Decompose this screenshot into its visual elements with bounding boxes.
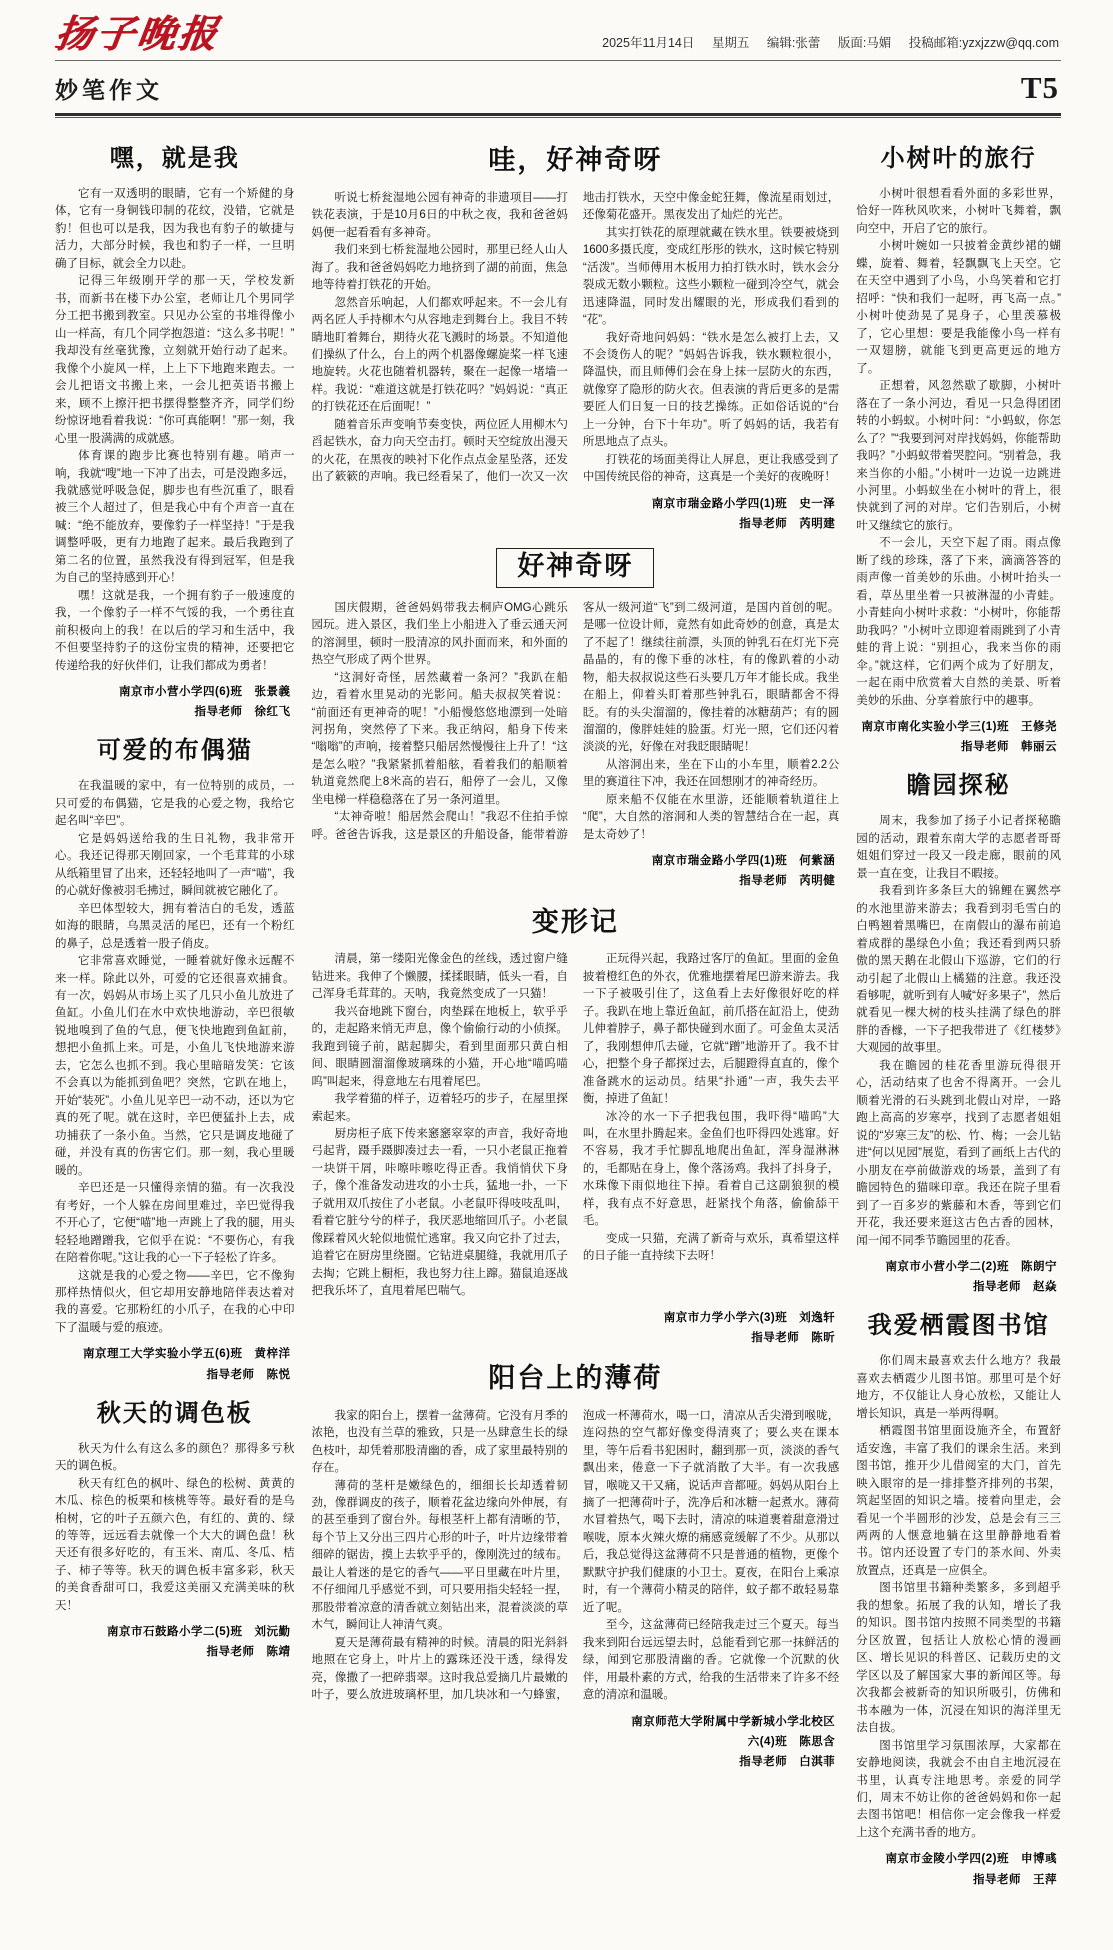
story-paragraph: 清晨，第一缕阳光像金色的丝线，透过窗户缝钻进来。我伸了个懒腰，揉揉眼睛，低头一看，自己浑身毛茸茸的。天呐，我竟然变成了一只猫！ bbox=[311, 953, 568, 1001]
story-byline bbox=[55, 1344, 291, 1384]
story-paragraph: 正玩得兴起，我路过客厅的鱼缸。里面的金鱼披着橙红色的外衣，优雅地摆着尾巴游来游去。我一下子被吸引住了，这鱼看上去好像很好吃的样子。我趴在地上靠近鱼缸，前爪搭在缸沿上，使劲儿伸着脖子，鼻子都快碰到水面了。可金鱼太灵活了，我刚想伸爪去碰，它就“蹭”地游开了。我不甘心，把整个身子都探过去，后腿蹬得直直的，像个准备跳水的运动员。结果“扑通”一声，我失去平衡，掉进了鱼缸！ bbox=[582, 953, 840, 1106]
story-paragraph: 夏天是薄荷最有精神的时候。清晨的阳光斜斜地照在它身上，叶片上的露珠还没干透，绿得发亮，像撒了一把碎翡翠。这时我总爱摘几片最嫩的叶子，要么放进玻璃杯里，加几块冰和一勺蜂蜜，泡成一杯薄荷水，喝一口，清凉从舌尖滑到喉咙，连闷热的空气都好像变得清爽了；要么夹在课本里，等午后看书犯困时，翻到那一页，淡淡的香气飘出来，倦意一下子就消散了大半。有一次我感冒，喉咙又干又痛，说话声音都哑。妈妈从阳台上摘了一把薄荷叶子，洗净后和冰糖一起煮水。薄荷水冒着热气，喝下去时，清凉的味道裹着甜意滑过喉咙，原本火辣火燎的痛感竟缓解了不少。从那以后，我总觉得这盆薄荷不只是普通的植物，更像个默默守护我们健康的小卫士。夏夜，在阳台上乘凉时，有一个薄荷小精灵的陪伴，蚊子都不敢轻易靠近了呢。 bbox=[311, 1409, 840, 1702]
story-body bbox=[55, 1441, 295, 1616]
story-paragraph: 小树叶很想看看外面的多彩世界，恰好一阵秋风吹来，小树叶飞舞着，飘向空中，开启了它的旅行。 bbox=[856, 188, 1061, 235]
weekday-text: 星期五 bbox=[711, 36, 750, 50]
story-paragraph: 这就是我的心爱之物——辛巴，它不像狗那样热情似火，但它却用安静地陪伴表达着对我的喜爱。它那粉红的小爪子，在我的心中印下了温暖与爱的痕迹。 bbox=[55, 1269, 295, 1334]
page-content bbox=[55, 134, 1061, 1904]
story-hey-its-me bbox=[55, 144, 295, 722]
story-paragraph: 嘿！这就是我，一个拥有豹子一般速度的我，一个像豹子一样不气馁的我，一个勇往直前积极向上的我！在以后的学习和生活中，我不但要坚持豹子的这份宝贵的精神，还要把它传递给我的好伙伴们，让我们都成为勇者！ bbox=[55, 589, 295, 672]
story-title bbox=[312, 906, 840, 940]
byline-line: 指导老师 赵焱 bbox=[973, 1281, 1057, 1294]
story-title-text: 小树叶的旅行 bbox=[880, 145, 1037, 172]
story-title-text: 秋天的调色板 bbox=[96, 1399, 253, 1427]
story-paragraph: 薄荷的茎杆是嫩绿色的，细细长长却透着韧劲，像群调皮的孩子，顺着花盆边缘向外伸展，有的甚至垂到了窗台外。每根茎杆上都有清晰的节，每个节上又分出三四片心形的叶子，叶片边缘带着细碎的锯齿，摸上去软乎乎的，像刚洗过的绒布。最让人着迷的是它的香气——平日里藏在叶片里，不仔细闻几乎感觉不到，可只要用指尖轻轻一捏，那股带着凉意的清香就立刻钻出来，混着淡淡的草木气，瞬间让人神清气爽。 bbox=[311, 1479, 568, 1632]
story-body bbox=[55, 778, 295, 1337]
byline-line: 南京市南化实验小学三(1)班 王修尧 bbox=[861, 721, 1057, 734]
story-title bbox=[55, 736, 295, 766]
story-title-text: 嘿，就是我 bbox=[109, 145, 240, 172]
story-title-text: 可爱的布偶猫 bbox=[96, 737, 253, 765]
section-rule bbox=[55, 113, 1061, 118]
story-paragraph: 体育课的跑步比赛也特别有趣。哨声一响，我就“嗖”地一下冲了出去，可是没跑多远，我就感觉呼吸急促，脚步也有些沉重了，眼看被三个人超过了，但是我心中有个声音一直在喊：“绝不能放弃，要像豹子一样坚持！”于是我调整呼吸，更有力地跑了起来。最后我跑到了第二名的位置，虽然我没有得到冠军，但是我为自己的坚持感到开心！ bbox=[55, 450, 295, 585]
story-wow-amazing bbox=[312, 144, 840, 534]
byline-line: 南京市力学小学六(3)班 刘逸轩 bbox=[663, 1311, 836, 1324]
story-body bbox=[856, 186, 1061, 710]
story-paragraph: 它是妈妈送给我的生日礼物，我非常开心。我还记得那天刚回家，一个毛茸茸的小球从纸箱里冒了出来，还轻轻地叫了一声“喵”，我的心就好像被羽毛拂过，瞬间就被它融化了。 bbox=[55, 832, 295, 898]
story-body bbox=[856, 813, 1061, 1250]
story-qixia-library bbox=[856, 1311, 1061, 1889]
story-metamorphosis bbox=[312, 906, 840, 1348]
column-middle bbox=[312, 134, 840, 1786]
newspaper-logo: 扬子晚报 bbox=[52, 14, 222, 56]
story-body bbox=[55, 186, 295, 675]
story-title-text: 好神奇呀 bbox=[496, 548, 654, 588]
story-paragraph: 小树叶婉如一只披着金黄纱裙的蝴蝶，旋着、舞着，轻飘飘飞上天空。它在天空中遇到了小鸟，小鸟笑着和它打招呼：“快和我们一起呀，再飞高一点。”小树叶使劲晃了晃身子，心里羡慕极了，它心里想：要是我能像小鸟一样有一双翅膀，就能飞到更高更远的地方了。 bbox=[856, 240, 1061, 375]
story-body bbox=[312, 1408, 840, 1705]
story-paragraph: 记得三年级刚开学的那一天，学校发新书，而新书在楼下办公室，老师让几个男同学分工把书搬到教室。只见办公室的书堆得像小山一样高，有几个同学抱怨道：“这么多书呢！”我却没有丝毫犹豫，立刻就开始行动了起来。我像个小旋风一样，上上下下地跑来跑去。一会儿把语文书搬上来，一会儿把英语书搬上来，顾不上擦汗把书摆得整整齐齐，同学们纷纷惊讶地看着我说：“你可真能啊！”那一刻，我心里一股满满的成就感。 bbox=[55, 275, 295, 445]
story-title-text: 瞻园探秘 bbox=[906, 772, 1011, 800]
date-text: 2025年11月14日 bbox=[602, 36, 695, 50]
story-paragraph: 它有一双透明的眼睛，它有一个矫健的身体，它有一身铜钱印制的花纹，没错，它就是豹！但也可以是我，因为我也有豹子的敏捷与活力，大部分时候，我也和豹子一样，一旦明确了目标，就会全力以赴。 bbox=[55, 188, 295, 270]
story-paragraph: 打铁花的场面美得让人屏息，更让我感受到了中国传统民俗的神奇，这真是一个美好的夜晚呀！ bbox=[582, 453, 840, 484]
story-title bbox=[312, 548, 840, 588]
story-byline bbox=[312, 851, 836, 891]
story-byline bbox=[856, 1257, 1057, 1297]
column-right bbox=[856, 134, 1061, 1904]
story-byline bbox=[312, 1308, 836, 1348]
story-paragraph: 变成一只猫，充满了新奇与欢乐，真希望这样的日子能一直持续下去呀！ bbox=[582, 1232, 840, 1263]
story-paragraph: 你们周末最喜欢去什么地方？我最喜欢去栖霞少儿图书馆。那里可是个好地方，不仅能让人身心放松，又能让人增长知识，真是一举两得啊。 bbox=[856, 1355, 1061, 1420]
byline-line: 指导老师 王萍 bbox=[973, 1873, 1057, 1886]
byline-line: 指导老师 陈昕 bbox=[751, 1331, 836, 1344]
story-paragraph: 原来船不仅能在水里游，还能顺着轨道往上“爬”，大自然的溶洞和人类的智慧结合在一起，真是太奇妙了！ bbox=[582, 793, 840, 841]
story-title-text: 阳台上的薄荷 bbox=[488, 1362, 663, 1393]
byline-line: 指导老师 徐红飞 bbox=[194, 706, 291, 719]
story-paragraph: 栖霞图书馆里面设施齐全，布置舒适安逸，丰富了我们的课余生活。来到图书馆，推开少儿借阅室的大门，首先映入眼帘的是一排排整齐排列的书架，筑起坚固的知识之墙。接着向里走，会看见一个半圆形的沙发，总是会有三三两两的人惬意地躺在这里静静地看着书。馆内还设置了专门的茶水间、外卖放置点，还真是一应俱全。 bbox=[856, 1425, 1061, 1577]
story-paragraph: “太神奇啦！船居然会爬山！”我忍不住拍手惊呼。爸爸告诉我，这是景区的升船设备，能带着游客从一级河道“飞”到二级河道，是国内首创的呢。是哪一位设计师，竟然有如此奇妙的创意，真是太了不起了！继续往前漂，头顶的钟乳石在灯光下亮晶晶的，有的像下垂的冰柱，有的像趴着的小动物，船夫叔叔说这些石头要几万年才能长成。我坐在船上，仰着头盯着那些钟乳石，眼睛都舍不得眨。有的头尖溜溜的，像挂着的冰糖葫芦；有的圆溜溜的，像胖娃娃的脸蛋。灯光一照，它们还闪着淡淡的光，好像在对我眨眼睛呢！ bbox=[311, 601, 840, 841]
byline-line: 指导老师 陈靖 bbox=[206, 1646, 291, 1659]
story-paragraph: “这洞好奇怪，居然藏着一条河？”我趴在船边，看着水里晃动的光影问。船夫叔叔笑着说：“前面还有更神奇的呢！”小船慢悠悠地漂到一处暗河拐角，突然停了下来。我正纳闷，船身下传来“嗡嗡”的声响，接着整只船居然慢慢往上升了！“这是怎么啦？”我紧紧抓着船舷，看着我们的船顺着轨道竟然爬上8米高的岩石，船停了一会儿，又像坐电梯一样稳稳落在了另一条河道里。 bbox=[311, 671, 568, 806]
story-body bbox=[312, 600, 840, 845]
story-zhanyuan-exploration bbox=[856, 771, 1061, 1297]
masthead bbox=[52, 8, 1061, 118]
story-byline bbox=[312, 1712, 836, 1772]
story-paragraph: 辛巴还是一只懂得亲情的猫。有一次我没有考好，一个人躲在房间里难过，辛巴觉得我不开心了，它便“喵”地一声跳上了我的腿，用头轻轻地蹭蹭我，它似乎在说：“不要伤心，有我在陪着你呢。”这让我的心一下子轻松了许多。 bbox=[55, 1182, 295, 1265]
story-paragraph: 它非常喜欢睡觉，一睡着就好像永远醒不来一样。除此以外，可爱的它还很喜欢捕食。有一次，妈妈从市场上买了几只小鱼儿放进了鱼缸。小鱼儿们在水中欢快地游动，辛巴很敏锐地嗅到了鱼的气息，便飞快地跑到鱼缸前，想把小鱼抓上来。可是，小鱼儿飞快地游来游去，它怎么也抓不到。我心里暗暗发笑：它该不会真以为能抓到鱼吧？突然，它趴在地上，开始“装死”。小鱼儿见辛巴一动不动，还以为它真的死了呢。就在这时，辛巴便猛扑上去，成功捕获了一条小鱼。当然，它只是调皮地碰了碰，并没有真的伤害它们。那一刻，我心里暖暖的。 bbox=[55, 955, 295, 1177]
editor-credit: 编辑:张蕾 bbox=[766, 36, 821, 50]
byline-line: 指导老师 陈悦 bbox=[206, 1368, 291, 1381]
column-left bbox=[55, 134, 295, 1677]
byline-line: 南京市小营小学四(6)班 张景義 bbox=[118, 686, 291, 699]
story-paragraph: 秋天为什么有这么多的颜色？那得多亏秋天的调色板。 bbox=[55, 1442, 295, 1473]
story-title-text: 变形记 bbox=[531, 906, 619, 937]
story-paragraph: 冰冷的水一下子把我包围，我吓得“喵呜”大叫，在水里扑腾起来。金鱼们也吓得四处逃窜。好不容易，我才手忙脚乱地爬出鱼缸，浑身湿淋淋的，毛都贴在身上，像个落汤鸡。我抖了抖身子，水珠像下雨似地往下掉。看着自己这副狼狈的模样，我有点不好意思，赶紧找个角落，偷偷舔干毛。 bbox=[582, 1110, 840, 1228]
story-paragraph: 忽然音乐响起，人们都欢呼起来。不一会儿有两名匠人手持柳木勺从容地走到舞台上。我目不转睛地盯着舞台，期待火花飞溅时的场景。不知道他们操纵了什么，台上的两个机器像螺旋桨一样飞速地旋转。火花也随着机器转，聚在一起像一堵墙一样。我说：“难道这就是打铁花吗？”妈妈说：“真正的打铁花还在后面呢！” bbox=[311, 296, 568, 414]
story-paragraph: 其实打铁花的原理就藏在铁水里。铁要被烧到1600多摄氏度，变成红彤彤的铁水，这时候它特别“活泼”。当师傅用木板用力拍打铁水时，铁水会分裂成无数小颗粒。这些小颗粒一碰到冷空气，就会迅速降温，同时发出耀眼的光，形成我们看到的“花”。 bbox=[582, 226, 840, 327]
byline-line: 南京市金陵小学四(2)班 申博彧 bbox=[885, 1853, 1057, 1866]
byline-line: 指导老师 韩丽云 bbox=[961, 741, 1057, 754]
byline-line: 南京市瑞金路小学四(1)班 何紫涵 bbox=[651, 855, 836, 868]
story-paragraph: 我在瞻园的桂花香里游玩得很开心，活动结束了也舍不得离开。一会儿顺着光滑的石头跳到北假山对岸，一路跑上高高的岁寒亭，找到了志愿者姐姐说的“岁寒三友”的松、竹、梅；一会儿钻进“何以见园”展览，看到了画纸上古代的小朋友在亭前做游戏的场景，盖到了有瞻园特色的猫咪印章。我还在院子里看到了一百多岁的紫藤和木香，等到它们开花，我还要来逛这古色古香的园林，闻一闻不同季节瞻园里的花香。 bbox=[856, 1059, 1061, 1247]
story-title bbox=[856, 144, 1061, 174]
section-row bbox=[55, 61, 1061, 113]
story-title bbox=[312, 1362, 840, 1396]
story-paragraph: 在我温暖的家中，有一位特别的成员，一只可爱的布偶猫，它是我的心爱之物，我给它起名叫“辛巴”。 bbox=[55, 780, 295, 828]
byline-line: 六(4)班 陈思含 bbox=[747, 1735, 836, 1748]
story-paragraph: 秋天有红色的枫叶、绿色的松树、黄黄的木瓜、棕色的板栗和核桃等等。最好看的是乌桕树，它的叶子五颜六色，有红的、黄的、绿的等等，远远看去就像一个大大的调色盘！秋天还有很多好吃的，有玉米、南瓜、冬瓜、桔子、柿子等等。秋天的调色板丰富多彩，秋天的美食香甜可口，我爱这美丽又充满美味的秋天！ bbox=[55, 1477, 295, 1612]
byline-line: 南京市小营小学二(2)班 陈朗宁 bbox=[885, 1261, 1057, 1274]
story-byline bbox=[856, 1849, 1057, 1889]
story-paragraph: 我看到许多条巨大的锦鲤在翼然亭的水池里游来游去；我看到羽毛雪白的白鸭翘着黑嘴巴，在南假山的瀑布前追着成群的墨绿色小鱼；我还看到两只骄傲的黑天鹅在北假山下巡游，它们的行动引起了北假山上橘猫的注意。我还没看够呢，就听到有人喊“好多果子”，然后就看见一棵大树的枝头挂满了绿色的胖胖的香橼，一下子把我带进了《红楼梦》大观园的故事里。 bbox=[856, 885, 1061, 1055]
dateline bbox=[588, 33, 1059, 54]
story-leaf-journey bbox=[856, 144, 1061, 757]
story-paragraph: 我兴奋地跳下窗台，肉垫踩在地板上，软乎乎的，走起路来悄无声息，像个偷偷行动的小侦探。我跑到镜子前，踮起脚尖，看到里面那只黄白相间、眼睛圆溜溜像玻璃珠的小猫，开心地“喵呜喵呜”叫起来，得意地左右甩着尾巴。 bbox=[311, 1005, 568, 1088]
byline-line: 指导老师 芮明建 bbox=[739, 517, 836, 530]
story-paragraph: 我好奇地问妈妈：“铁水是怎么被打上去，又不会烫伤人的呢？”妈妈告诉我，铁水颗粒很小，降温快，而且师傅们会在身上抹一层防火的东西，就像穿了隐形的防火衣。但表演的背后更多的是需要匠人们日复一日的技艺操练。正如俗话说的“台上一分钟，台下十年功”。听了妈妈的话，我若有所思地点了点头。 bbox=[582, 331, 840, 449]
story-paragraph: 国庆假期，爸爸妈妈带我去桐庐OMG心跳乐园玩。进入景区，我们坐上小船进入了垂云通天河的溶洞里，顿时一股清凉的风扑面而来，和外面的热空气形成了两个世界。 bbox=[311, 601, 568, 667]
story-byline bbox=[55, 682, 291, 722]
story-title-text: 我爱栖霞图书馆 bbox=[867, 1312, 1050, 1340]
story-paragraph: 我们来到七桥瓮湿地公园时，那里已经人山人海了。我和爸爸妈妈吃力地挤到了湖的前面，焦急地等待着打铁花的开始。 bbox=[311, 244, 568, 292]
story-paragraph: 辛巴体型较大，拥有着洁白的毛发，透蓝如海的眼睛，乌黑灵活的尾巴，还有一个粉红的鼻子，总是透着一股子俏皮。 bbox=[55, 902, 295, 950]
story-title bbox=[55, 1399, 295, 1429]
section-title: 妙笔作文 bbox=[55, 76, 163, 103]
byline-line: 南京师范大学附属中学新城小学北校区 bbox=[631, 1715, 836, 1728]
story-title-text: 哇，好神奇呀 bbox=[488, 145, 663, 175]
story-byline bbox=[55, 1622, 291, 1662]
story-paragraph: 至今，这盆薄荷已经陪我走过三个夏天。每当我来到阳台远远望去时，总能看到它那一抹鲜活的绿，闻到它那股清幽的香。它就像一个沉默的伙伴，用最朴素的方式，给我的生活带来了许多不经意的清凉和温暖。 bbox=[582, 1619, 840, 1702]
byline-line: 南京市石鼓路小学二(5)班 刘沅勤 bbox=[106, 1626, 291, 1639]
story-paragraph: 厨房柜子底下传来窸窸窣窣的声音，我好奇地弓起背，蹑手蹑脚凑过去一看，一只小老鼠正拖着一块饼干屑，咔嚓咔嚓吃得正香。我悄悄伏下身子，像个准备发动进攻的小士兵，猛地一扑，一下子就用双爪按住了小老鼠。小老鼠吓得吱吱乱叫，看着它脏兮兮的样子，我厌恶地缩回爪子。小老鼠像踩着风火轮似地慌忙逃窜。我又向它扑了过去，追着它在厨房里绕圈。它钻进桌腿缝，我就用爪子去掏；它跳上橱柜，我也努力往上蹿。猫鼠追逐战把我乐坏了，直甩着尾巴喘气。 bbox=[311, 1127, 568, 1298]
story-title bbox=[856, 1311, 1061, 1341]
story-ragdoll-cat bbox=[55, 736, 295, 1384]
story-title bbox=[55, 144, 295, 174]
story-paragraph: 正想着，风忽然歇了歇脚，小树叶落在了一条小河边，看见一只急得团团转的小蚂蚁。小树叶问：“小蚂蚁，你怎么了？”“我要到河对岸找妈妈，你能帮助我吗？”小蚂蚁带着哭腔问。“别着急，我来当你的小船。”小树叶一边说一边跳进小河里。小蚂蚁坐在小树叶的背上，很快就到了河的对岸。它们告别后，小树叶又继续它的旅行。 bbox=[856, 380, 1061, 532]
story-byline bbox=[312, 494, 836, 534]
story-mint-on-balcony bbox=[312, 1362, 840, 1772]
story-paragraph: 听说七桥瓮湿地公园有神奇的非遗项目——打铁花表演，于是10月6日的中秋之夜，我和爸爸妈妈便一起看看有多神奇。 bbox=[311, 191, 568, 239]
story-byline bbox=[856, 717, 1057, 757]
story-paragraph: 不一会儿，天空下起了雨。雨点像断了线的珍珠，落了下来，滴滴答答的雨声像一首美妙的乐曲。小树叶抬头一看，草丛里坐着一只被淋湿的小青蛙。小青蛙向小树叶求救：“小树叶，你能帮助我吗？”小树叶立即迎着雨跳到了小青蛙的背上说：“别担心，我来当你的雨伞。”就这样，它们两个成为了好朋友，一起在雨中欣赏着大自然的美景、听着美妙的乐曲、分享着旅行中的趣事。 bbox=[856, 537, 1061, 707]
story-paragraph: 我学着猫的样子，迈着轻巧的步子，在屋里探索起来。 bbox=[311, 1093, 568, 1123]
masthead-row bbox=[52, 8, 1061, 60]
byline-line: 指导老师 白淇菲 bbox=[739, 1755, 836, 1768]
page-number: T5 bbox=[1020, 70, 1059, 105]
story-paragraph: 图书馆里学习氛围浓厚，大家都在安静地阅读，我就会不由自主地沉浸在书里，认真专注地思考。亲爱的同学们，周末不妨让你的爸爸妈妈和你一起去图书馆吧！相信你一定会像我一样爱上这个充满书香的地方。 bbox=[856, 1739, 1061, 1839]
story-paragraph: 从溶洞出来，坐在下山的小车里，顺着2.2公里的赛道往下冲，我还在回想刚才的神奇经历。 bbox=[582, 758, 840, 789]
story-title bbox=[856, 771, 1061, 801]
story-title bbox=[312, 144, 840, 178]
story-body bbox=[856, 1353, 1061, 1842]
submission-email: 投稿邮箱:yzxjzzw@qq.com bbox=[908, 36, 1059, 50]
story-paragraph: 周末，我参加了扬子小记者探秘瞻园的活动，跟着东南大学的志愿者哥哥姐姐们穿过一段又一段走廊，眼前的风景一直在变，让我目不暇接。 bbox=[856, 815, 1061, 880]
story-body bbox=[312, 951, 840, 1300]
story-paragraph: 图书馆里书籍种类繁多，多到超乎我的想象。拓展了我的认知，增长了我的知识。图书馆内按照不同类型的书籍分区放置，包括让人放松心情的漫画区、增长见识的科普区、记载历史的文学区以及了解国家大事的新闻区等。每次我都会被新奇的知识所吸引，仿佛和书本融为一体，沉浸在知识的海洋里无法自拔。 bbox=[856, 1582, 1061, 1735]
byline-line: 南京理工大学实验小学五(6)班 黄梓洋 bbox=[82, 1348, 291, 1361]
story-paragraph: 随着音乐声变响节奏变快，两位匠人用柳木勺舀起铁水，奋力向天空击打。顿时天空绽放出漫天的火花，在黑夜的映衬下化作点点金星坠落，还发出了簌簌的声响。我已经看呆了，他们一次又一次地击打铁水，天空中像金蛇狂舞，像流星雨划过，还像菊花盛开。黑夜发出了灿烂的光芒。 bbox=[311, 191, 840, 484]
story-autumn-palette bbox=[55, 1399, 295, 1663]
story-so-amazing bbox=[312, 548, 840, 892]
byline-line: 南京市瑞金路小学四(1)班 史一泽 bbox=[651, 497, 836, 510]
byline-line: 指导老师 芮明健 bbox=[739, 875, 836, 888]
layout-credit: 版面:马媚 bbox=[837, 36, 892, 50]
story-paragraph: 我家的阳台上，摆着一盆薄荷。它没有月季的浓艳，也没有兰草的雅致，只是一丛肆意生长的绿色枝叶，却凭着那股清幽的香，成了家里最特别的存在。 bbox=[311, 1409, 568, 1475]
story-body bbox=[312, 190, 840, 487]
